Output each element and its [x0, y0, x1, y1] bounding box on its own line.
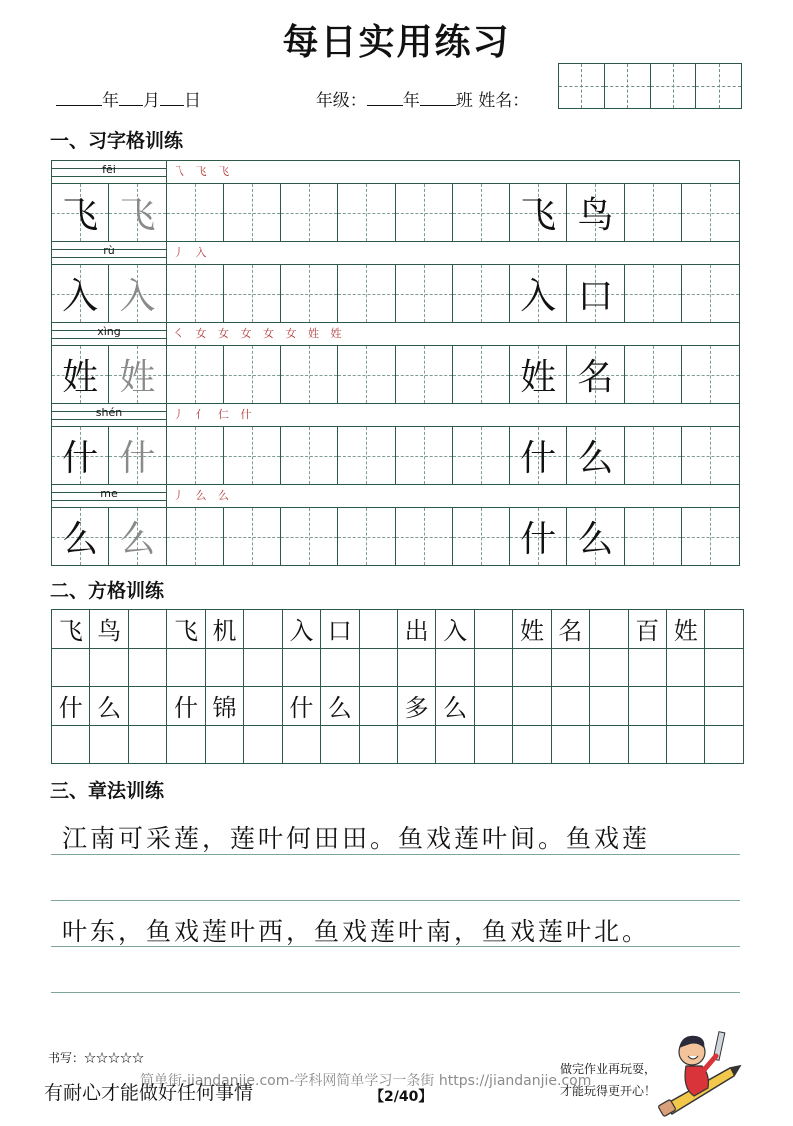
- fangge-cell[interactable]: [360, 726, 398, 764]
- tianzige-cell[interactable]: [224, 346, 281, 403]
- tianzige-cell[interactable]: [167, 184, 224, 241]
- name-cell[interactable]: [559, 64, 605, 108]
- section1-title: 一、习字格训练: [50, 130, 184, 152]
- tianzige-cell[interactable]: [109, 346, 166, 403]
- fangge-cell[interactable]: [321, 726, 359, 764]
- fangge-cell[interactable]: [244, 610, 282, 648]
- tianzige-cell[interactable]: [109, 265, 166, 322]
- fangge-cell: 出: [398, 610, 436, 648]
- section3-title: 三、章法训练: [50, 780, 165, 802]
- pinyin-text: xìng: [97, 325, 121, 338]
- motto: 有耐心才能做好任何事情: [44, 1082, 254, 1104]
- month-blank[interactable]: [119, 92, 143, 106]
- tianzige-cell[interactable]: [396, 346, 453, 403]
- tianzige-cell[interactable]: [453, 427, 510, 484]
- month-label: 月: [143, 91, 160, 111]
- fangge-cell: 飞: [52, 610, 90, 648]
- fangge-cell[interactable]: [667, 726, 705, 764]
- fangge-cell[interactable]: [206, 726, 244, 764]
- tianzige-cell: [52, 184, 109, 241]
- fangge-cell[interactable]: [513, 726, 551, 764]
- fangge-cell[interactable]: [552, 726, 590, 764]
- word-char: 飞: [520, 195, 557, 236]
- tianzige-cell[interactable]: [109, 184, 166, 241]
- tianzige-cell[interactable]: [281, 346, 338, 403]
- fangge-cell: 么: [321, 687, 359, 725]
- header-info-row: [56, 86, 529, 111]
- fangge-cell[interactable]: [475, 649, 513, 687]
- model-char: 什: [62, 438, 99, 479]
- fangge-cell: 姓: [513, 610, 551, 648]
- tianzige-row: [52, 427, 739, 485]
- fangge-cell[interactable]: [167, 649, 205, 687]
- fangge-cell[interactable]: [436, 649, 474, 687]
- pinyin-text: shén: [95, 406, 123, 419]
- writing-line[interactable]: [51, 946, 740, 947]
- fangge-cell[interactable]: [513, 687, 551, 725]
- stroke-order: 丿 么 么: [173, 489, 233, 502]
- trace-char: 么: [119, 519, 156, 560]
- slogan: [532, 1058, 656, 1102]
- class-label: 班: [455, 91, 473, 111]
- slogan-line-2: 才能玩得更开心！: [559, 1084, 656, 1098]
- page-indicator: 【2/40】: [370, 1089, 433, 1105]
- name-cell[interactable]: [651, 64, 697, 108]
- tianzige-cell[interactable]: [338, 265, 395, 322]
- fangge-row: [52, 649, 744, 688]
- tianzige-cell: [567, 184, 624, 241]
- pinyin-text: fēi: [102, 163, 116, 176]
- fangge-cell[interactable]: [129, 687, 167, 725]
- tianzige-cell[interactable]: [338, 184, 395, 241]
- pinyin-cell: [52, 161, 167, 183]
- pinyin-cell: [52, 323, 167, 345]
- fangge-row: [52, 726, 744, 765]
- word-char: 口: [577, 276, 614, 317]
- word-char: 么: [577, 438, 614, 479]
- tianzige-row: [52, 346, 739, 404]
- pinyin-cell: [52, 485, 167, 507]
- stroke-order: 丿 入: [173, 246, 211, 259]
- fangge-cell[interactable]: [244, 726, 282, 764]
- tianzige-cell[interactable]: [625, 508, 682, 565]
- fangge-cell[interactable]: [360, 610, 398, 648]
- fangge-cell: 什: [167, 687, 205, 725]
- fangge-cell[interactable]: [513, 649, 551, 687]
- fangge-cell[interactable]: [167, 726, 205, 764]
- fangge-cell: 什: [283, 687, 321, 725]
- tianzige-cell[interactable]: [224, 184, 281, 241]
- day-blank[interactable]: [160, 92, 184, 106]
- fangge-cell[interactable]: [244, 649, 282, 687]
- fangge-cell[interactable]: [244, 687, 282, 725]
- tianzige-cell[interactable]: [453, 508, 510, 565]
- section2-title: 二、方格训练: [50, 580, 165, 602]
- stroke-order: 乁 飞 飞: [173, 165, 233, 178]
- tianzige-cell[interactable]: [281, 184, 338, 241]
- fangge-cell[interactable]: [705, 687, 743, 725]
- tianzige-cell[interactable]: [338, 508, 395, 565]
- tianzige-cell[interactable]: [625, 346, 682, 403]
- fangge-cell[interactable]: [398, 726, 436, 764]
- slogan-line-1: 做完作业再玩耍，: [559, 1062, 656, 1076]
- boy-on-pencil-mascot-icon: [652, 1026, 748, 1122]
- passage-line-1: 江南可采莲，莲叶何田田。鱼戏莲叶间。鱼戏莲: [62, 824, 651, 853]
- fangge-cell[interactable]: [283, 649, 321, 687]
- fangge-cell[interactable]: [90, 726, 128, 764]
- fangge-cell[interactable]: [629, 687, 667, 725]
- fangge-cell: 入: [283, 610, 321, 648]
- tianzige-cell: [52, 346, 109, 403]
- tianzige-cell[interactable]: [281, 508, 338, 565]
- tianzige-cell[interactable]: [109, 508, 166, 565]
- grade-year-blank[interactable]: [367, 92, 403, 106]
- fangge-cell[interactable]: [129, 610, 167, 648]
- character-block: [52, 323, 739, 404]
- trace-char: 入: [119, 276, 156, 317]
- writing-rating: 书写：☆☆☆☆☆: [48, 1051, 145, 1065]
- model-char: 姓: [62, 357, 99, 398]
- class-blank[interactable]: [420, 92, 456, 106]
- fangge-cell[interactable]: [360, 687, 398, 725]
- model-char: 飞: [62, 195, 99, 236]
- tianzige-cell[interactable]: [281, 427, 338, 484]
- model-char: 么: [62, 519, 99, 560]
- tianzige-cell[interactable]: [453, 346, 510, 403]
- practice-grid-fangge: [51, 609, 744, 764]
- fangge-cell: 么: [436, 687, 474, 725]
- name-writing-grid[interactable]: [558, 63, 742, 109]
- fangge-cell[interactable]: [705, 726, 743, 764]
- trace-char: 飞: [119, 195, 156, 236]
- fangge-cell[interactable]: [629, 726, 667, 764]
- grade-label: 年级：: [315, 91, 367, 111]
- character-block: [52, 242, 739, 323]
- tianzige-cell: [52, 508, 109, 565]
- tianzige-cell[interactable]: [167, 265, 224, 322]
- fangge-cell[interactable]: [360, 649, 398, 687]
- fangge-cell: 百: [629, 610, 667, 648]
- tianzige-cell[interactable]: [682, 427, 739, 484]
- pinyin-text: rù: [103, 244, 115, 257]
- tianzige-cell[interactable]: [167, 508, 224, 565]
- trace-char: 姓: [119, 357, 156, 398]
- fangge-cell[interactable]: [475, 687, 513, 725]
- tianzige-row: [52, 508, 739, 566]
- fangge-cell[interactable]: [667, 687, 705, 725]
- year-blank[interactable]: [56, 92, 102, 106]
- word-char: 么: [577, 519, 614, 560]
- tianzige-cell[interactable]: [224, 265, 281, 322]
- model-char: 入: [62, 276, 99, 317]
- tianzige-cell: [567, 508, 624, 565]
- fangge-cell[interactable]: [475, 726, 513, 764]
- tianzige-cell: [52, 265, 109, 322]
- fangge-cell: 锦: [206, 687, 244, 725]
- tianzige-cell[interactable]: [396, 265, 453, 322]
- fangge-cell[interactable]: [552, 687, 590, 725]
- tianzige-cell[interactable]: [453, 184, 510, 241]
- fangge-cell: 姓: [667, 610, 705, 648]
- fangge-cell: 什: [52, 687, 90, 725]
- tianzige-row: [52, 184, 739, 242]
- fangge-cell[interactable]: [206, 649, 244, 687]
- fangge-cell[interactable]: [475, 610, 513, 648]
- word-char: 鸟: [577, 195, 614, 236]
- word-char: 姓: [520, 357, 557, 398]
- pinyin-cell: [52, 404, 167, 426]
- fangge-cell[interactable]: [129, 726, 167, 764]
- name-label: 姓名：: [478, 91, 530, 111]
- fangge-cell: 名: [552, 610, 590, 648]
- fangge-cell[interactable]: [590, 610, 628, 648]
- tianzige-cell[interactable]: [625, 265, 682, 322]
- fangge-cell: 鸟: [90, 610, 128, 648]
- fangge-cell[interactable]: [705, 610, 743, 648]
- tianzige-cell[interactable]: [682, 508, 739, 565]
- pinyin-row: [52, 485, 739, 508]
- fangge-cell[interactable]: [283, 726, 321, 764]
- fangge-cell[interactable]: [629, 649, 667, 687]
- tianzige-cell[interactable]: [167, 427, 224, 484]
- grade-year-label: 年: [402, 91, 420, 111]
- fangge-cell[interactable]: [667, 649, 705, 687]
- watermark: 简单街-jiandanjie.com-学科网简单学习一条街 https://jiandanjie.com: [140, 1073, 592, 1089]
- tianzige-cell: [510, 427, 567, 484]
- name-cell[interactable]: [605, 64, 651, 108]
- fangge-cell[interactable]: [590, 726, 628, 764]
- tianzige-cell[interactable]: [453, 265, 510, 322]
- fangge-row: [52, 687, 744, 726]
- fangge-cell: 口: [321, 610, 359, 648]
- name-cell[interactable]: [696, 64, 741, 108]
- character-block: [52, 404, 739, 485]
- stroke-order: ㇛ 女 女 女 女 女 姓 姓: [173, 327, 346, 340]
- fangge-cell[interactable]: [129, 649, 167, 687]
- fangge-cell: 飞: [167, 610, 205, 648]
- tianzige-cell: [567, 346, 624, 403]
- writing-line[interactable]: [51, 900, 740, 901]
- fangge-cell[interactable]: [52, 726, 90, 764]
- trace-char: 什: [119, 438, 156, 479]
- tianzige-cell[interactable]: [224, 508, 281, 565]
- fangge-cell[interactable]: [398, 649, 436, 687]
- character-block: [52, 485, 739, 566]
- writing-line[interactable]: [51, 854, 740, 855]
- writing-line[interactable]: [51, 992, 740, 993]
- pinyin-row: [52, 161, 739, 184]
- fangge-cell[interactable]: [552, 649, 590, 687]
- fangge-cell: 多: [398, 687, 436, 725]
- tianzige-cell[interactable]: [682, 346, 739, 403]
- fangge-cell[interactable]: [590, 649, 628, 687]
- word-char: 什: [520, 519, 557, 560]
- fangge-cell[interactable]: [590, 687, 628, 725]
- tianzige-cell: [510, 346, 567, 403]
- fangge-cell[interactable]: [705, 649, 743, 687]
- character-block: [52, 161, 739, 242]
- year-label: 年: [102, 91, 119, 111]
- tianzige-cell: [52, 427, 109, 484]
- stroke-order: 丿 亻 仁 什: [173, 408, 256, 421]
- passage-line-2: 叶东，鱼戏莲叶西，鱼戏莲叶南，鱼戏莲叶北。: [62, 917, 651, 946]
- tianzige-cell[interactable]: [167, 346, 224, 403]
- fangge-cell: 机: [206, 610, 244, 648]
- tianzige-row: [52, 265, 739, 323]
- pinyin-text: me: [100, 487, 118, 500]
- fangge-cell[interactable]: [52, 649, 90, 687]
- word-char: 什: [520, 438, 557, 479]
- tianzige-cell[interactable]: [682, 265, 739, 322]
- tianzige-cell[interactable]: [396, 427, 453, 484]
- word-char: 名: [577, 357, 614, 398]
- tianzige-cell[interactable]: [338, 346, 395, 403]
- page-title: 每日实用练习: [282, 22, 511, 63]
- tianzige-cell[interactable]: [109, 427, 166, 484]
- fangge-cell: 入: [436, 610, 474, 648]
- word-char: 入: [520, 276, 557, 317]
- fangge-cell[interactable]: [436, 726, 474, 764]
- tianzige-cell[interactable]: [625, 184, 682, 241]
- tianzige-cell: [567, 427, 624, 484]
- tianzige-cell: [510, 265, 567, 322]
- tianzige-cell: [510, 184, 567, 241]
- fangge-cell[interactable]: [90, 649, 128, 687]
- fangge-cell[interactable]: [321, 649, 359, 687]
- tianzige-cell: [567, 265, 624, 322]
- tianzige-cell[interactable]: [281, 265, 338, 322]
- fangge-row: [52, 610, 744, 649]
- tianzige-cell[interactable]: [682, 184, 739, 241]
- fangge-cell: 么: [90, 687, 128, 725]
- pinyin-cell: [52, 242, 167, 264]
- pinyin-row: [52, 323, 739, 346]
- pinyin-row: [52, 404, 739, 427]
- tianzige-cell[interactable]: [396, 184, 453, 241]
- pinyin-row: [52, 242, 739, 265]
- tianzige-cell: [510, 508, 567, 565]
- day-label: 日: [184, 91, 201, 111]
- tianzige-cell[interactable]: [224, 427, 281, 484]
- tianzige-cell[interactable]: [396, 508, 453, 565]
- tianzige-cell[interactable]: [625, 427, 682, 484]
- tianzige-cell[interactable]: [338, 427, 395, 484]
- practice-grid-tianzige: [51, 160, 740, 566]
